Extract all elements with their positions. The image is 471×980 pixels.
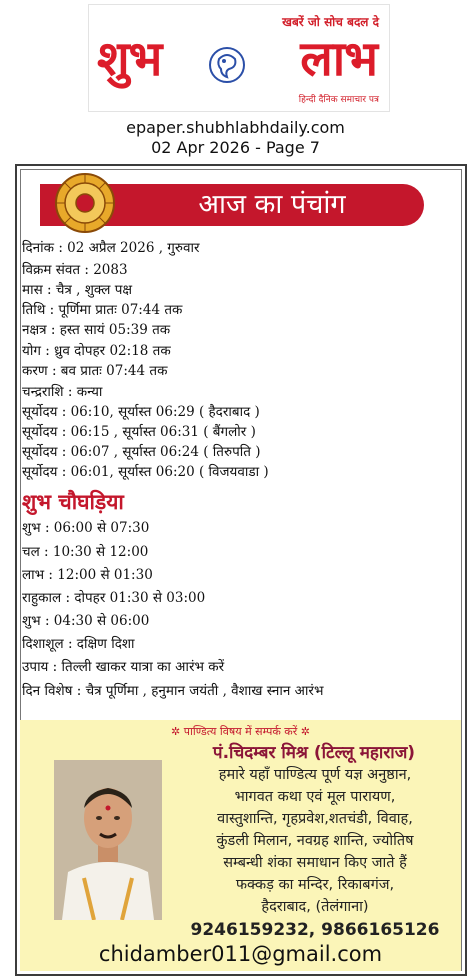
panchang-line-moonsign: चन्द्रराशि : कन्या xyxy=(22,384,103,400)
choghadiya-line: शुभ : 04:30 से 06:00 xyxy=(22,613,150,629)
ad-service-line: हमारे यहाँ पाण्डित्य पूर्ण यज्ञ अनुष्ठान, xyxy=(218,767,412,783)
choghadiya-line: लाभ : 12:00 से 01:30 xyxy=(22,567,153,583)
pandit-advertisement xyxy=(20,720,461,971)
panchang-line-month: मास : चैत्र , शुक्ल पक्ष xyxy=(22,282,133,298)
pandit-photo xyxy=(54,760,162,920)
panchang-line-sun-tirupati: सूर्योदय : 06:07 , सूर्यास्त 06:24 ( तिरुपति ) xyxy=(22,444,261,460)
day-special-line: दिन विशेष : चैत्र पूर्णिमा , हनुमान जयंती , वैशाख स्नान आरंभ xyxy=(22,683,324,699)
choghadiya-title: शुभ चौघड़िया xyxy=(22,490,124,514)
ad-service-line: वास्तुशान्ति, गृहप्रवेश,शतचंडी, विवाह, xyxy=(217,811,413,827)
panchang-line-karan: करण : बव प्रातः 07:44 तक xyxy=(22,363,168,379)
panchang-title: आज का पंचांग xyxy=(198,189,346,220)
panchang-line-date: दिनांक : 02 अप्रैल 2026 , गुरुवार xyxy=(22,240,200,256)
ad-heading: ✲ पाण्डित्य विषय में सम्पर्क करें ✲ xyxy=(171,725,310,738)
ganesh-logo-icon xyxy=(207,45,247,85)
zodiac-wheel-icon xyxy=(54,172,116,234)
newspaper-masthead xyxy=(88,4,390,112)
masthead-tagline: खबरें जो सोच बदल दे xyxy=(282,15,379,29)
panchang-line-yoga: योग : ध्रुव दोपहर 02:18 तक xyxy=(22,343,171,359)
dishashool-line: दिशाशूल : दक्षिण दिशा xyxy=(22,636,135,652)
choghadiya-line: शुभ : 06:00 से 07:30 xyxy=(22,520,150,536)
ad-service-line: सम्बन्धी शंका समाधान किए जाते हैं xyxy=(223,855,407,871)
choghadiya-line: चल : 10:30 से 12:00 xyxy=(22,544,149,560)
ad-address-line: हैदराबाद, (तेलंगाना) xyxy=(261,899,369,915)
ad-phone-numbers[interactable]: 9246159232, 9866165126 xyxy=(190,920,440,940)
panchang-line-sun-vijayawada: सूर्योदय : 06:01, सूर्यास्त 06:20 ( विजयवाडा ) xyxy=(22,464,269,480)
logo-word-left: शुभ xyxy=(97,31,162,87)
rahukaal-line: राहुकाल : दोपहर 01:30 से 03:00 xyxy=(22,590,206,606)
ad-pandit-name: पं.चिदम्बर मिश्र (टिल्लू महाराज) xyxy=(212,743,416,763)
masthead-subtag: हिन्दी दैनिक समाचार पत्र xyxy=(298,95,379,105)
epaper-url[interactable]: epaper.shubhlabhdaily.com xyxy=(126,118,345,137)
panchang-line-sun-hyderabad: सूर्योदय : 06:10, सूर्यास्त 06:29 ( हैदराबाद ) xyxy=(22,404,260,420)
upay-line: उपाय : तिल्ली खाकर यात्रा का आरंभ करें xyxy=(22,659,225,675)
panchang-line-nakshatra: नक्षत्र : हस्त सायं 05:39 तक xyxy=(22,322,171,338)
ad-service-line: भागवत कथा एवं मूल पारायण, xyxy=(234,789,396,805)
ad-address-line: फक्कड़ का मन्दिर, रिकाबगंज, xyxy=(235,877,395,893)
logo-word-right: लाभ xyxy=(300,31,377,87)
panchang-line-sun-bangalore: सूर्योदय : 06:15 , सूर्यास्त 06:31 ( बैंगलोर ) xyxy=(22,424,256,440)
ad-service-line: कुंडली मिलान, नवग्रह शान्ति, ज्योतिष xyxy=(216,833,414,849)
ad-email[interactable]: chidamber011@gmail.com xyxy=(98,942,383,966)
panchang-line-samvat: विक्रम संवत : 2083 xyxy=(22,262,128,278)
edition-date-page: 02 Apr 2026 - Page 7 xyxy=(151,138,320,157)
panchang-line-tithi: तिथि : पूर्णिमा प्रातः 07:44 तक xyxy=(22,302,183,318)
